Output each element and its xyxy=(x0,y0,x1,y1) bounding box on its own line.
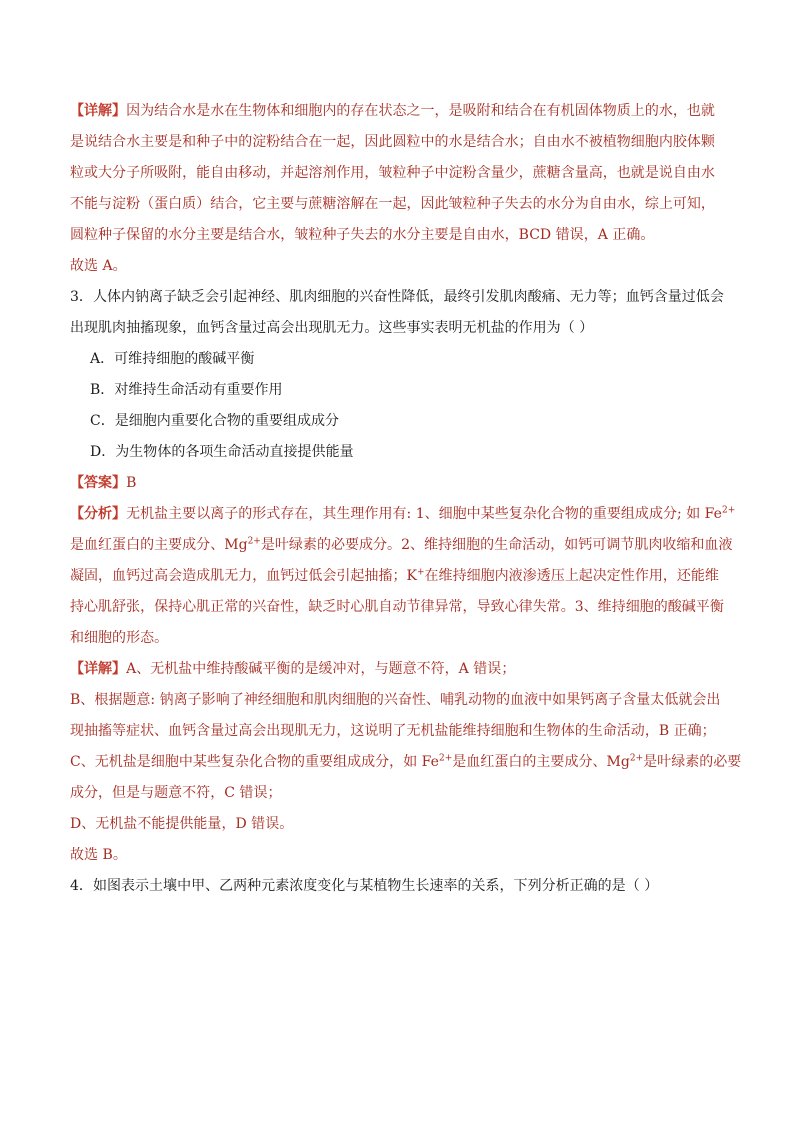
q3-stem-line-2: 出现肌肉抽搐现象，血钙含量过高会出现肌无力。这些事实表明无机盐的作用为（ ） xyxy=(70,320,594,336)
detail-text-4a: C、无机盐是细胞中某些复杂化合物的重要组成成分，如 Fe xyxy=(70,754,439,770)
q3-detail-line-6: D、无机盐不能提供能量，D 错误。 xyxy=(70,816,294,832)
analysis-text-3b: 在维持细胞内液渗透压上起决定性作用，还能维 xyxy=(424,568,719,584)
q2-detail-line-4: 不能与淀粉（蛋白质）结合，它主要与蔗糖溶解在一起，因此皱粒种子失去的水分为自由水，综上可知， xyxy=(70,196,715,212)
q3-option-a: A．可维持细胞的酸碱平衡 xyxy=(90,351,255,367)
analysis-text-2a: 是血红蛋白的主要成分、Mg xyxy=(70,537,248,553)
q2-detail-line-1 xyxy=(70,96,726,127)
q3-stem-line-1: 3．人体内钠离子缺乏会引起神经、肌肉细胞的兴奋性降低，最终引发肌肉酸痛、无力等；血钙含量过低会 xyxy=(70,289,724,305)
analysis-tag: 【分析】 xyxy=(70,506,127,522)
q2-detail-text-1: 因为结合水是水在生物体和细胞内的存在状态之一，是吸附和结合在有机固体物质上的水，也就 xyxy=(126,103,715,119)
q3-detail-line-4 xyxy=(70,747,742,778)
q2-detail-line-3: 粒或大分子所吸附，能自由移动，并起溶剂作用，皱粒种子中淀粉含量少，蔗糖含量高，也就是说自由水 xyxy=(70,165,715,181)
q3-analysis-line-5: 和细胞的形态。 xyxy=(70,630,169,646)
superscript: 2+ xyxy=(247,536,261,547)
q2-detail-line-2: 是说结合水主要是和种子中的淀粉结合在一起，因此圆粒中的水是结合水；自由水不被植物细胞内胶体颗 xyxy=(70,134,715,150)
superscript: 2+ xyxy=(629,753,644,764)
detail-text-1: A、无机盐中维持酸碱平衡的是缓冲对，与题意不符，A 错误； xyxy=(126,661,516,677)
detail-tag: 【详解】 xyxy=(70,103,127,119)
q3-detail-line-2: B、根据题意: 钠离子影响了神经细胞和肌肉细胞的兴奋性、哺乳动物的血液中如果钙离子含量太低就会出 xyxy=(70,692,721,708)
q4-stem-line-1: 4．如图表示土壤中甲、乙两种元素浓度变化与某植物生长速率的关系，下列分析正确的是（ ） xyxy=(70,878,659,894)
superscript: 2+ xyxy=(721,505,736,516)
q3-choice: 故选 B。 xyxy=(70,847,127,863)
q3-analysis-line-2 xyxy=(70,530,733,561)
q3-option-c: C．是细胞内重要化合物的重要组成成分 xyxy=(90,413,340,429)
answer-value: B xyxy=(126,475,137,491)
detail-tag: 【详解】 xyxy=(70,661,127,677)
q3-detail-line-5: 成分，但是与题意不符，C 错误； xyxy=(70,785,282,801)
page-content xyxy=(70,96,742,902)
q3-analysis-line-3 xyxy=(70,561,726,592)
q3-detail-line-3: 现抽搐等症状、血钙含量过高会出现肌无力，这说明了无机盐能维持细胞和生物体的生命活动，B 正确； xyxy=(70,723,716,739)
detail-text-4b: 是血红蛋白的主要成分、Mg xyxy=(452,754,630,770)
analysis-text-2b: 是叶绿素的必要成分。2、维持细胞的生命活动，如钙可调节肌肉收缩和血液 xyxy=(260,537,733,553)
answer-tag: 【答案】 xyxy=(70,475,127,491)
q3-answer xyxy=(70,468,726,499)
superscript: 2+ xyxy=(438,753,453,764)
q3-option-b: B．对维持生命活动有重要作用 xyxy=(90,382,283,398)
q2-choice: 故选 A。 xyxy=(70,258,127,274)
analysis-text-1: 无机盐主要以离子的形式存在，其生理作用有: 1、细胞中某些复杂化合物的重要组成成分; 如 Fe xyxy=(126,506,722,522)
q3-analysis-line-1 xyxy=(70,499,736,530)
q3-option-d: D．为生物体的各项生命活动直接提供能量 xyxy=(90,444,354,460)
q2-detail-line-5: 圆粒种子保留的水分主要是结合水，皱粒种子失去的水分主要是自由水，BCD 错误，A 正确。 xyxy=(70,227,655,243)
q3-detail-line-1 xyxy=(70,654,726,685)
analysis-text-3a: 凝固，血钙过高会造成肌无力，血钙过低会引起抽搐；K xyxy=(70,568,417,584)
superscript: + xyxy=(416,567,425,578)
q3-analysis-line-4: 持心肌舒张，保持心肌正常的兴奋性，缺乏时心肌自动节律异常，导致心律失常。3、维持细胞的酸碱平衡 xyxy=(70,599,724,615)
detail-text-4c: 是叶绿素的必要 xyxy=(643,754,742,770)
